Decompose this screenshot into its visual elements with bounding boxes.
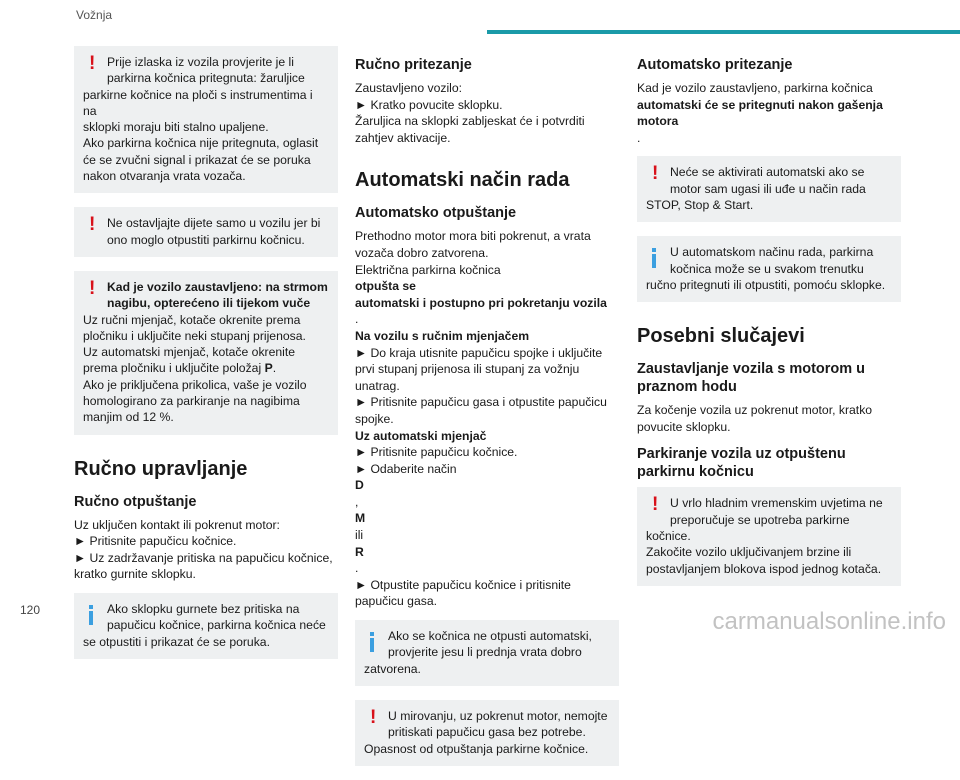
warning-text: prema pločniku i uključite položaj P. (83, 361, 277, 376)
info-icon (89, 605, 93, 625)
info-text: Ako se kočnica ne otpusti automatski, (388, 629, 592, 644)
warning-text: parkirna kočnica pritegnuta: žaruljice (107, 71, 305, 86)
warning-text: postavljanjem blokova ispod jednog kotača. (646, 561, 882, 576)
info-icon (652, 248, 656, 268)
warning-text: homologirano za parkiranje na nagibima (83, 394, 300, 409)
info-box-release (74, 593, 338, 659)
warning-text: ono moglo otpustiti parkirnu kočnicu. (107, 232, 305, 247)
section-title: Vožnja (76, 8, 113, 22)
section-heading: Automatski način rada (355, 169, 570, 192)
warning-text: preporučuje se upotreba parkirne (670, 512, 850, 527)
header-accent-bar (487, 30, 960, 34)
warning-box-cold-weather (637, 487, 901, 585)
subsection-heading: Parkiranje vozila uz otpuštenu parkirnu kočnicu (637, 446, 846, 481)
info-text: U automatskom načinu rada, parkirna (670, 245, 874, 260)
paragraph: Zaustavljeno vozilo: ► Kratko povucite sklopku. Žaruljica na sklopki zabljeskat će i potvrditi zahtjev aktivacije. (355, 81, 585, 145)
warning-text: U mirovanju, uz pokrenut motor, nemojte (388, 708, 608, 723)
warning-text: Uz ručni mjenjač, kotače okrenite prema (83, 312, 301, 327)
page-number: 120 (20, 603, 41, 617)
warning-heading: Kad je vozilo zaustavljeno: na strmom (107, 279, 328, 294)
warning-text: Uz automatski mjenjač, kotače okrenite (83, 345, 296, 360)
warning-box-parking-check (74, 46, 338, 193)
paragraph: Kad je vozilo zaustavljeno, parkirna kočnica automatski će se pritegnuti nakon gašenja motora . (637, 81, 883, 145)
info-icon (370, 632, 374, 652)
warning-text: U vrlo hladnim vremenskim uvjetima ne (670, 496, 883, 511)
warning-text: Zakočite vozilo uključivanjem brzine ili (646, 545, 852, 560)
warning-text: Ne ostavljajte dijete samo u vozilu jer bi (107, 216, 321, 231)
subsection-heading: Ručno otpuštanje (74, 493, 197, 510)
subsection-heading: Zaustavljanje vozila s motorom u praznom hodu (637, 361, 866, 396)
section-heading: Posebni slučajevi (637, 325, 805, 348)
info-text: Ako sklopku gurnete bez pritiska na (107, 602, 300, 617)
warning-icon: ! (652, 163, 659, 185)
warning-icon: ! (89, 214, 96, 236)
column-right (637, 46, 901, 600)
subsection-heading: Ručno pritezanje (355, 57, 472, 73)
warning-text: Ako je priključena prikolica, vaše je vozilo (83, 377, 307, 392)
warning-text: pritiskati papučicu gasa bez potrebe. (388, 725, 586, 740)
warning-icon: ! (652, 494, 659, 516)
warning-text: nakon otvaranja vrata vozača. (83, 169, 246, 184)
info-text: zatvorena. (364, 661, 421, 676)
warning-text: Opasnost od otpuštanja parkirne kočnice. (364, 741, 589, 756)
warning-box-child (74, 207, 338, 257)
warning-text: Prije izlaska iz vozila provjerite je li (107, 55, 294, 69)
info-text: se otpustiti i prikazat će se poruka. (83, 634, 270, 649)
info-box-automatic-mode (637, 236, 901, 302)
warning-text: manjim od 12 %. (83, 410, 174, 425)
watermark: carmanualsonline.info (712, 608, 946, 635)
warning-text: motor sam ugasi ili uđe u način rada (670, 181, 866, 196)
info-text: ručno pritegnuti ili otpustiti, pomoću sklopke. (646, 277, 886, 292)
warning-text: Ako parkirna kočnica nije pritegnuta, oglasit (83, 136, 319, 151)
subsection-heading: Automatsko pritezanje (637, 57, 793, 73)
warning-text: parkirne kočnice na ploči s instrumentima i na (83, 87, 313, 118)
warning-box-slope (74, 271, 338, 435)
warning-text: pločniku i uključite neki stupanj prijenosa. (83, 328, 306, 343)
warning-icon: ! (89, 53, 96, 74)
warning-icon: ! (370, 706, 377, 728)
warning-box-accelerator (355, 700, 619, 766)
warning-text: Neće se aktivirati automatski ako se (670, 165, 865, 180)
info-box-doors (355, 620, 619, 686)
warning-heading: nagibu, opterećeno ili tijekom vuče (107, 296, 311, 311)
info-text: papučicu kočnice, parkirna kočnica neće (107, 618, 326, 633)
warning-text: će se zvučni signal i prikazat će se poruka (83, 152, 311, 167)
warning-text: kočnice. (646, 528, 691, 543)
subsection-heading: Automatsko otpuštanje (355, 205, 517, 222)
paragraph: Prethodno motor mora biti pokrenut, a vrata vozača dobro zatvorena. Električna parkirna kočnica otpušta se automatski i postupno pri pokretanju vozila . Na vozilu s ručnim mjenjačem ► Do kraja utisnite papučicu spojke i uključite prvi stupanj prijenosa ili stupanj za vožnju unatrag. ► Pritisnite papučicu gasa i otpustite papučicu spojke. Uz automatski mjenjač ► Pritisnite papučicu kočnice. ► Odaberite način D , M ili R . ► Otpustite papučicu kočnice i pritisnite papučicu gasa. (355, 229, 607, 609)
info-text: kočnica može se u svakom trenutku (670, 261, 864, 276)
section-heading: Ručno upravljanje (74, 457, 248, 480)
paragraph: Uz uključen kontakt ili pokrenut motor: ► Pritisnite papučicu kočnice. ► Uz zadržavanje pritiska na papučicu kočnice, kratko gurnite sklopku. (74, 517, 333, 582)
warning-text: sklopki moraju biti stalno upaljene. (83, 120, 269, 135)
column-left (74, 46, 338, 673)
paragraph: Za kočenje vozila uz pokrenut motor, kratko povucite sklopku. (637, 403, 873, 434)
warning-text: STOP, Stop & Start. (646, 197, 754, 212)
column-middle (355, 46, 619, 780)
warning-icon: ! (89, 277, 96, 299)
info-text: provjerite jesu li prednja vrata dobro (388, 645, 582, 660)
warning-box-stop-start (637, 156, 901, 222)
